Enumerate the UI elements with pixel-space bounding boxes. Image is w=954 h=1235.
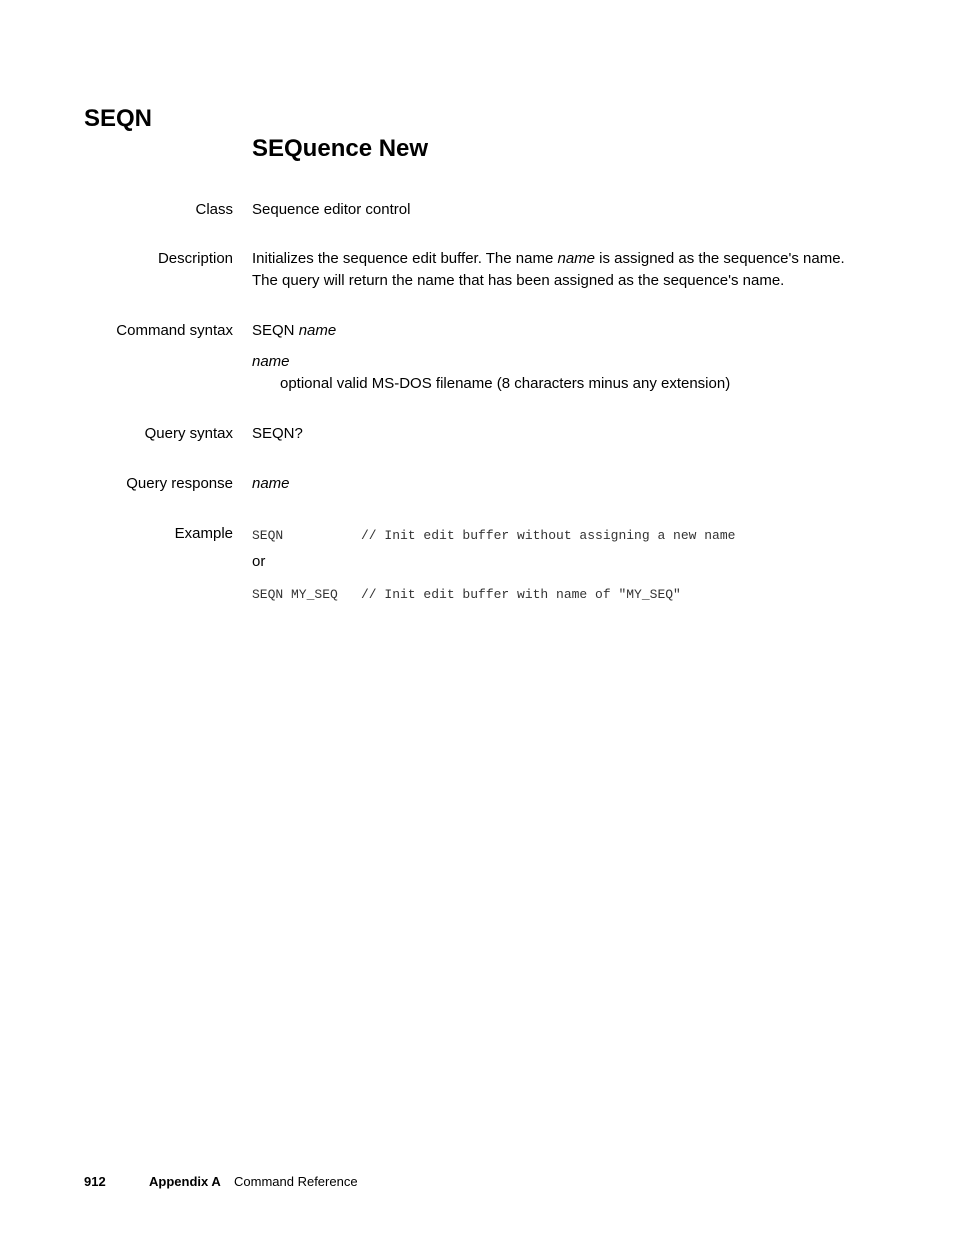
command-title: SEQN [84,105,153,132]
param-description: optional valid MS-DOS filename (8 characters minus any extension) [280,375,731,392]
example-1-comment: // Init edit buffer without assigning a new name [361,528,736,543]
query-syntax-label: Query syntax [144,425,233,442]
description-line-2: The query will return the name that has been assigned as the sequence's name. [252,272,785,289]
command-syntax-param: name [298,322,337,339]
example-2-comment: // Init edit buffer with name of "MY_SEQ" [361,587,681,602]
example-2-code: SEQN MY_SEQ [252,587,338,602]
description-line-1 [252,248,845,270]
class-label: Class [195,201,233,218]
command-syntax-value [252,320,336,342]
class-value: Sequence editor control [252,201,411,218]
example-1-code: SEQN [252,528,284,543]
example-separator: or [252,553,266,570]
command-syntax-label: Command syntax [116,322,233,339]
query-response-label: Query response [126,475,233,492]
page-number: 912 [84,1174,106,1189]
description-text-after: is assigned as the sequence's name. [595,250,845,267]
query-response-value: name [252,475,290,492]
query-syntax-value: SEQN? [252,425,303,442]
command-full-name: SEQuence New [252,135,429,162]
param-name: name [252,353,290,370]
description-label: Description [157,250,233,267]
description-text-before: Initializes the sequence edit buffer. The name [252,250,558,267]
footer-section: Command Reference [234,1174,358,1189]
command-syntax-command: SEQN [252,322,299,339]
description-param-name: name [557,250,596,267]
example-label: Example [174,525,233,542]
footer-appendix: Appendix A [149,1174,221,1189]
